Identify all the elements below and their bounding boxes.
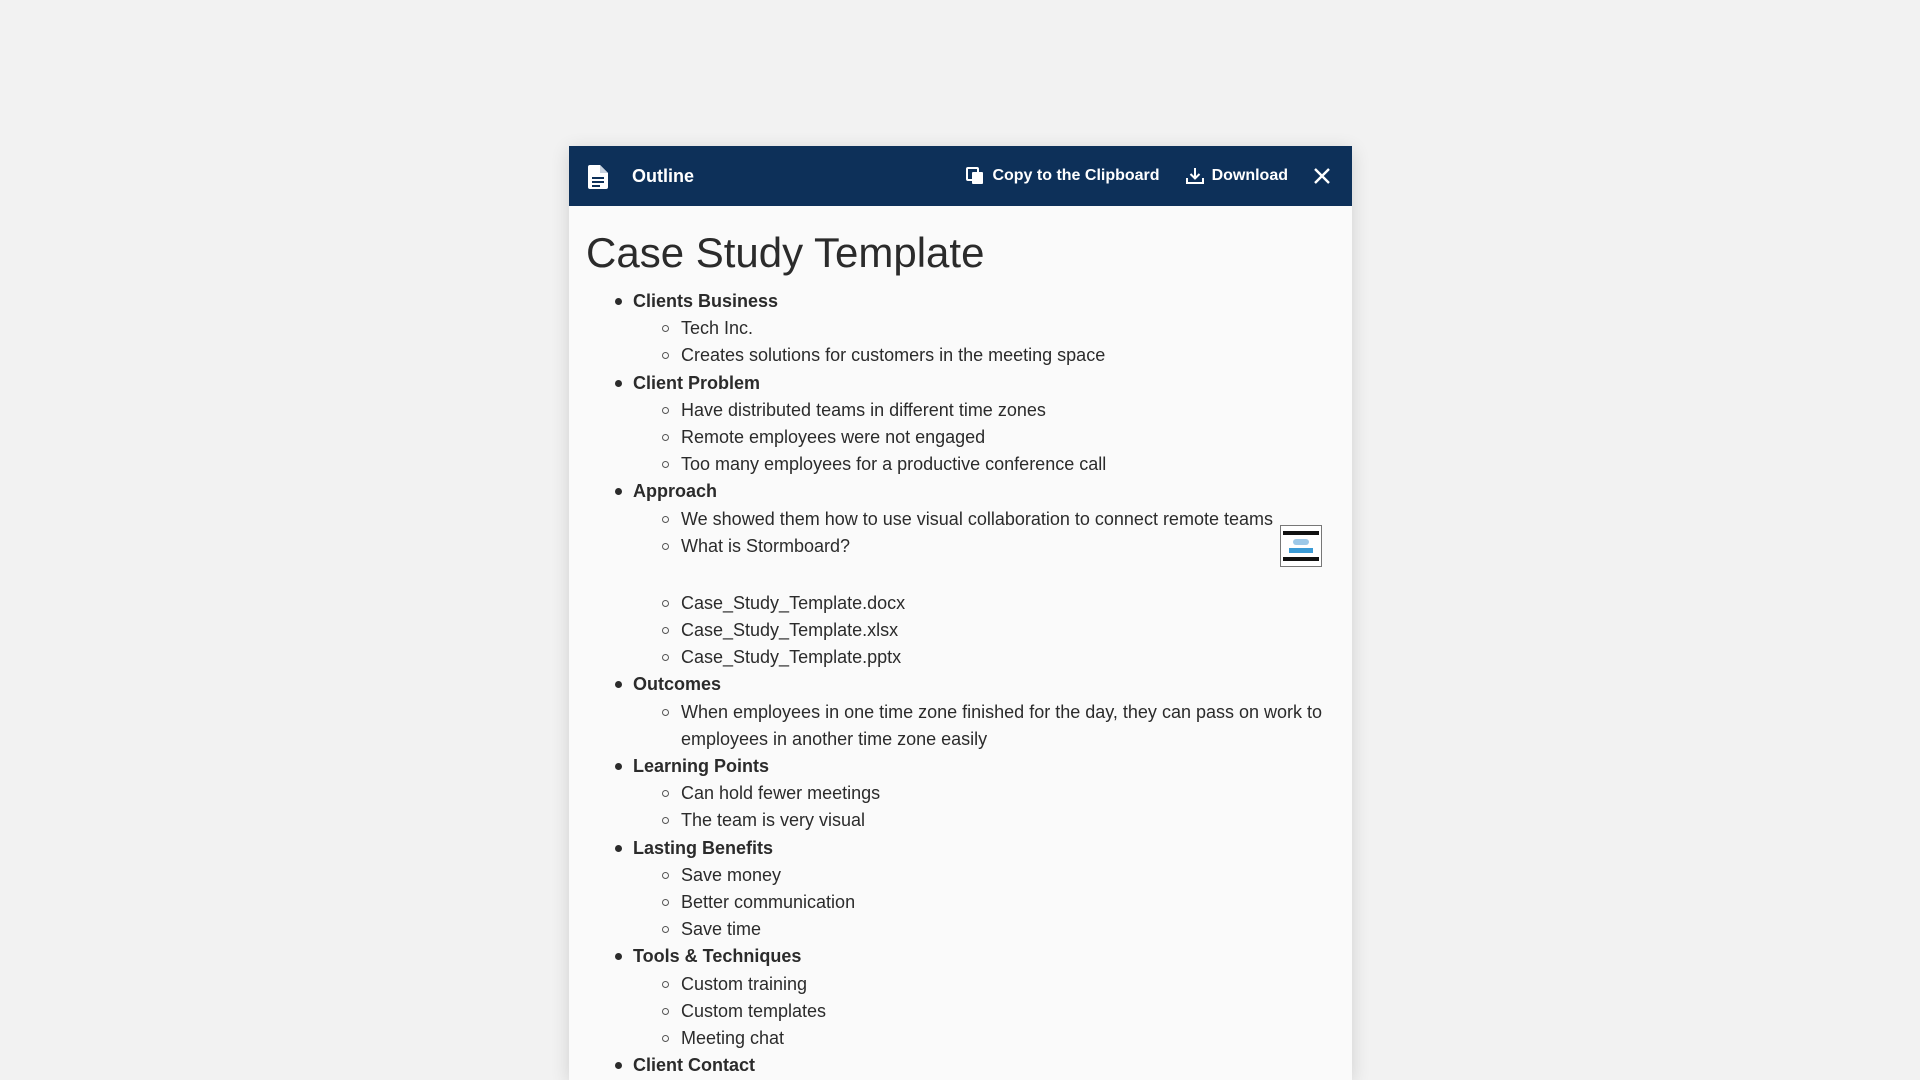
outline-section xyxy=(569,943,1352,1052)
section-items xyxy=(633,780,1352,834)
list-item: We showed them how to use visual collaboration to connect remote teams xyxy=(633,506,1352,533)
outline-section xyxy=(569,370,1352,479)
header-actions xyxy=(940,146,1332,206)
list-item-text: What is Stormboard? xyxy=(681,535,851,556)
list-item: Custom templates xyxy=(633,998,1352,1025)
outline-modal xyxy=(569,146,1352,1080)
list-item: Meeting chat xyxy=(633,1025,1352,1052)
copy-to-clipboard-label: Copy to the Clipboard xyxy=(992,167,1160,184)
attachment-item: Case_Study_Template.docx xyxy=(633,590,1352,617)
download-button[interactable] xyxy=(1186,167,1288,185)
section-heading: Clients Business xyxy=(633,288,1352,315)
section-items xyxy=(633,971,1352,1053)
list-item: Save time xyxy=(633,916,1352,943)
thumbnail-bar xyxy=(1283,557,1319,561)
list-item-with-thumbnail xyxy=(633,533,1352,590)
section-heading: Client Problem xyxy=(633,370,1352,397)
section-heading: Learning Points xyxy=(633,753,1352,780)
outline-section xyxy=(569,478,1352,671)
close-button[interactable] xyxy=(1312,166,1332,186)
outline-section xyxy=(569,288,1352,370)
section-items xyxy=(633,699,1352,753)
video-thumbnail[interactable] xyxy=(1280,525,1322,567)
document-title: Case Study Template xyxy=(586,229,985,276)
list-item: When employees in one time zone finished for the day, they can pass on work to employees in another time zone easily xyxy=(633,699,1352,753)
outline-content xyxy=(569,206,1352,1080)
attachment-item: Case_Study_Template.pptx xyxy=(633,644,1352,671)
section-items xyxy=(633,315,1352,369)
download-icon xyxy=(1186,167,1204,185)
thumbnail-logo-text xyxy=(1289,548,1313,553)
document-icon xyxy=(588,165,608,189)
section-heading: Lasting Benefits xyxy=(633,835,1352,862)
download-label: Download xyxy=(1211,167,1288,184)
list-item: Save money xyxy=(633,862,1352,889)
close-icon xyxy=(1313,167,1331,185)
outline-section xyxy=(569,671,1352,753)
section-items xyxy=(633,862,1352,944)
thumbnail-bar xyxy=(1283,531,1319,535)
list-item: Custom training xyxy=(633,971,1352,998)
list-item: The team is very visual xyxy=(633,807,1352,834)
outline-section xyxy=(569,835,1352,944)
list-item: Remote employees were not engaged xyxy=(633,424,1352,451)
list-item: Have distributed teams in different time zones xyxy=(633,397,1352,424)
copy-to-clipboard-button[interactable] xyxy=(966,167,1159,185)
clipboard-copy-icon xyxy=(966,167,984,185)
list-item: Tech Inc. xyxy=(633,315,1352,342)
section-heading: Client Contact xyxy=(633,1052,1352,1079)
thumbnail-logo xyxy=(1293,539,1309,545)
list-item: Better communication xyxy=(633,889,1352,916)
section-heading: Tools & Techniques xyxy=(633,943,1352,970)
section-heading: Outcomes xyxy=(633,671,1352,698)
section-heading: Approach xyxy=(633,478,1352,505)
list-item: Creates solutions for customers in the meeting space xyxy=(633,342,1352,369)
list-item: Can hold fewer meetings xyxy=(633,780,1352,807)
outline-list xyxy=(569,288,1352,1079)
outline-section xyxy=(569,1052,1352,1079)
section-items xyxy=(633,506,1352,672)
modal-header xyxy=(569,146,1352,206)
outline-section xyxy=(569,753,1352,835)
section-items xyxy=(633,397,1352,479)
modal-title: Outline xyxy=(632,166,694,186)
list-item: Too many employees for a productive conference call xyxy=(633,451,1352,478)
attachment-item: Case_Study_Template.xlsx xyxy=(633,617,1352,644)
